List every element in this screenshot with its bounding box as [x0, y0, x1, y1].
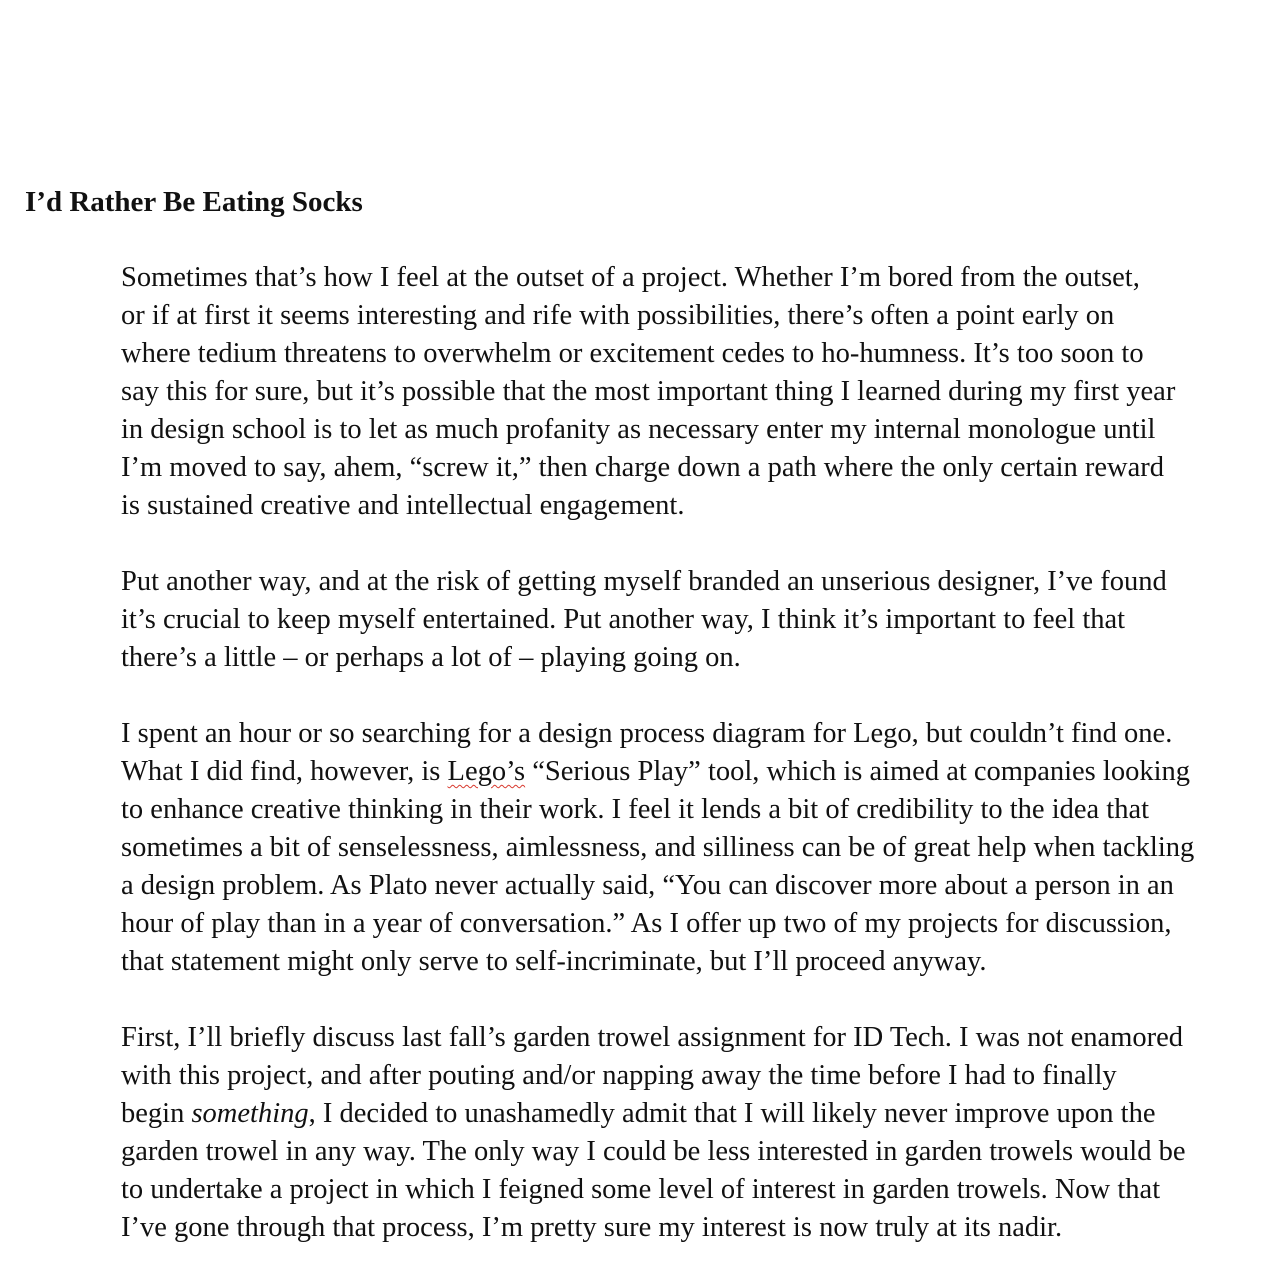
text-line: or if at first it seems interesting and rife with possibilities, there’s often a point early on [121, 300, 1115, 331]
text-line: that statement might only serve to self-incriminate, but I’ll proceed anyway. [121, 946, 987, 977]
spellcheck-flagged-word[interactable]: Lego’s [447, 756, 526, 787]
paragraph-1 [121, 259, 1279, 525]
text-line [121, 1095, 1279, 1133]
document-title: I’d Rather Be Eating Socks [25, 186, 363, 218]
text-line: I’ve gone through that process, I’m pretty sure my interest is now truly at its nadir. [121, 1212, 1063, 1243]
emphasized-word: something [191, 1098, 309, 1129]
text-line: is sustained creative and intellectual engagement. [121, 490, 685, 521]
line-segment: “Serious Play” tool, which is aimed at companies looking [525, 756, 1190, 787]
text-line: there’s a little – or perhaps a lot of – playing going on. [121, 642, 741, 673]
line-segment: What I did find, however, is [121, 756, 448, 787]
text-line: I’m moved to say, ahem, “screw it,” then charge down a path where the only certain reward [121, 452, 1165, 483]
text-line: a design problem. As Plato never actually said, “You can discover more about a person in an [121, 870, 1174, 901]
text-line: it’s crucial to keep myself entertained. Put another way, I think it’s important to feel that [121, 604, 1126, 635]
text-line: to enhance creative thinking in their work. I feel it lends a bit of credibility to the idea that [121, 794, 1150, 825]
text-line: in design school is to let as much profanity as necessary enter my internal monologue until [121, 414, 1156, 445]
text-line: sometimes a bit of senselessness, aimlessness, and silliness can be of great help when tackling [121, 832, 1195, 863]
text-line: to undertake a project in which I feigned some level of interest in garden trowels. Now that [121, 1174, 1161, 1205]
text-line: hour of play than in a year of conversation.” As I offer up two of my projects for discussion, [121, 908, 1172, 939]
text-line: say this for sure, but it’s possible that the most important thing I learned during my first year [121, 376, 1176, 407]
text-line: I spent an hour or so searching for a design process diagram for Lego, but couldn’t find one. [121, 718, 1173, 749]
line-segment: begin [121, 1098, 192, 1129]
paragraph-2 [121, 563, 1279, 677]
text-line: garden trowel in any way. The only way I could be less interested in garden trowels would be [121, 1136, 1186, 1167]
line-segment: , I decided to unashamedly admit that I will likely never improve upon the [308, 1098, 1156, 1129]
text-line: Sometimes that’s how I feel at the outset of a project. Whether I’m bored from the outset, [121, 262, 1140, 293]
paragraph-4 [121, 1019, 1279, 1247]
text-line: First, I’ll briefly discuss last fall’s garden trowel assignment for ID Tech. I was not enamored [121, 1022, 1184, 1053]
paragraph-3 [121, 715, 1279, 981]
text-line: with this project, and after pouting and/or napping away the time before I had to finally [121, 1060, 1117, 1091]
text-line: where tedium threatens to overwhelm or excitement cedes to ho-humness. It’s too soon to [121, 338, 1144, 369]
document-body [121, 259, 1279, 1285]
text-line [121, 753, 1279, 791]
text-line: Put another way, and at the risk of getting myself branded an unserious designer, I’ve found [121, 566, 1167, 597]
